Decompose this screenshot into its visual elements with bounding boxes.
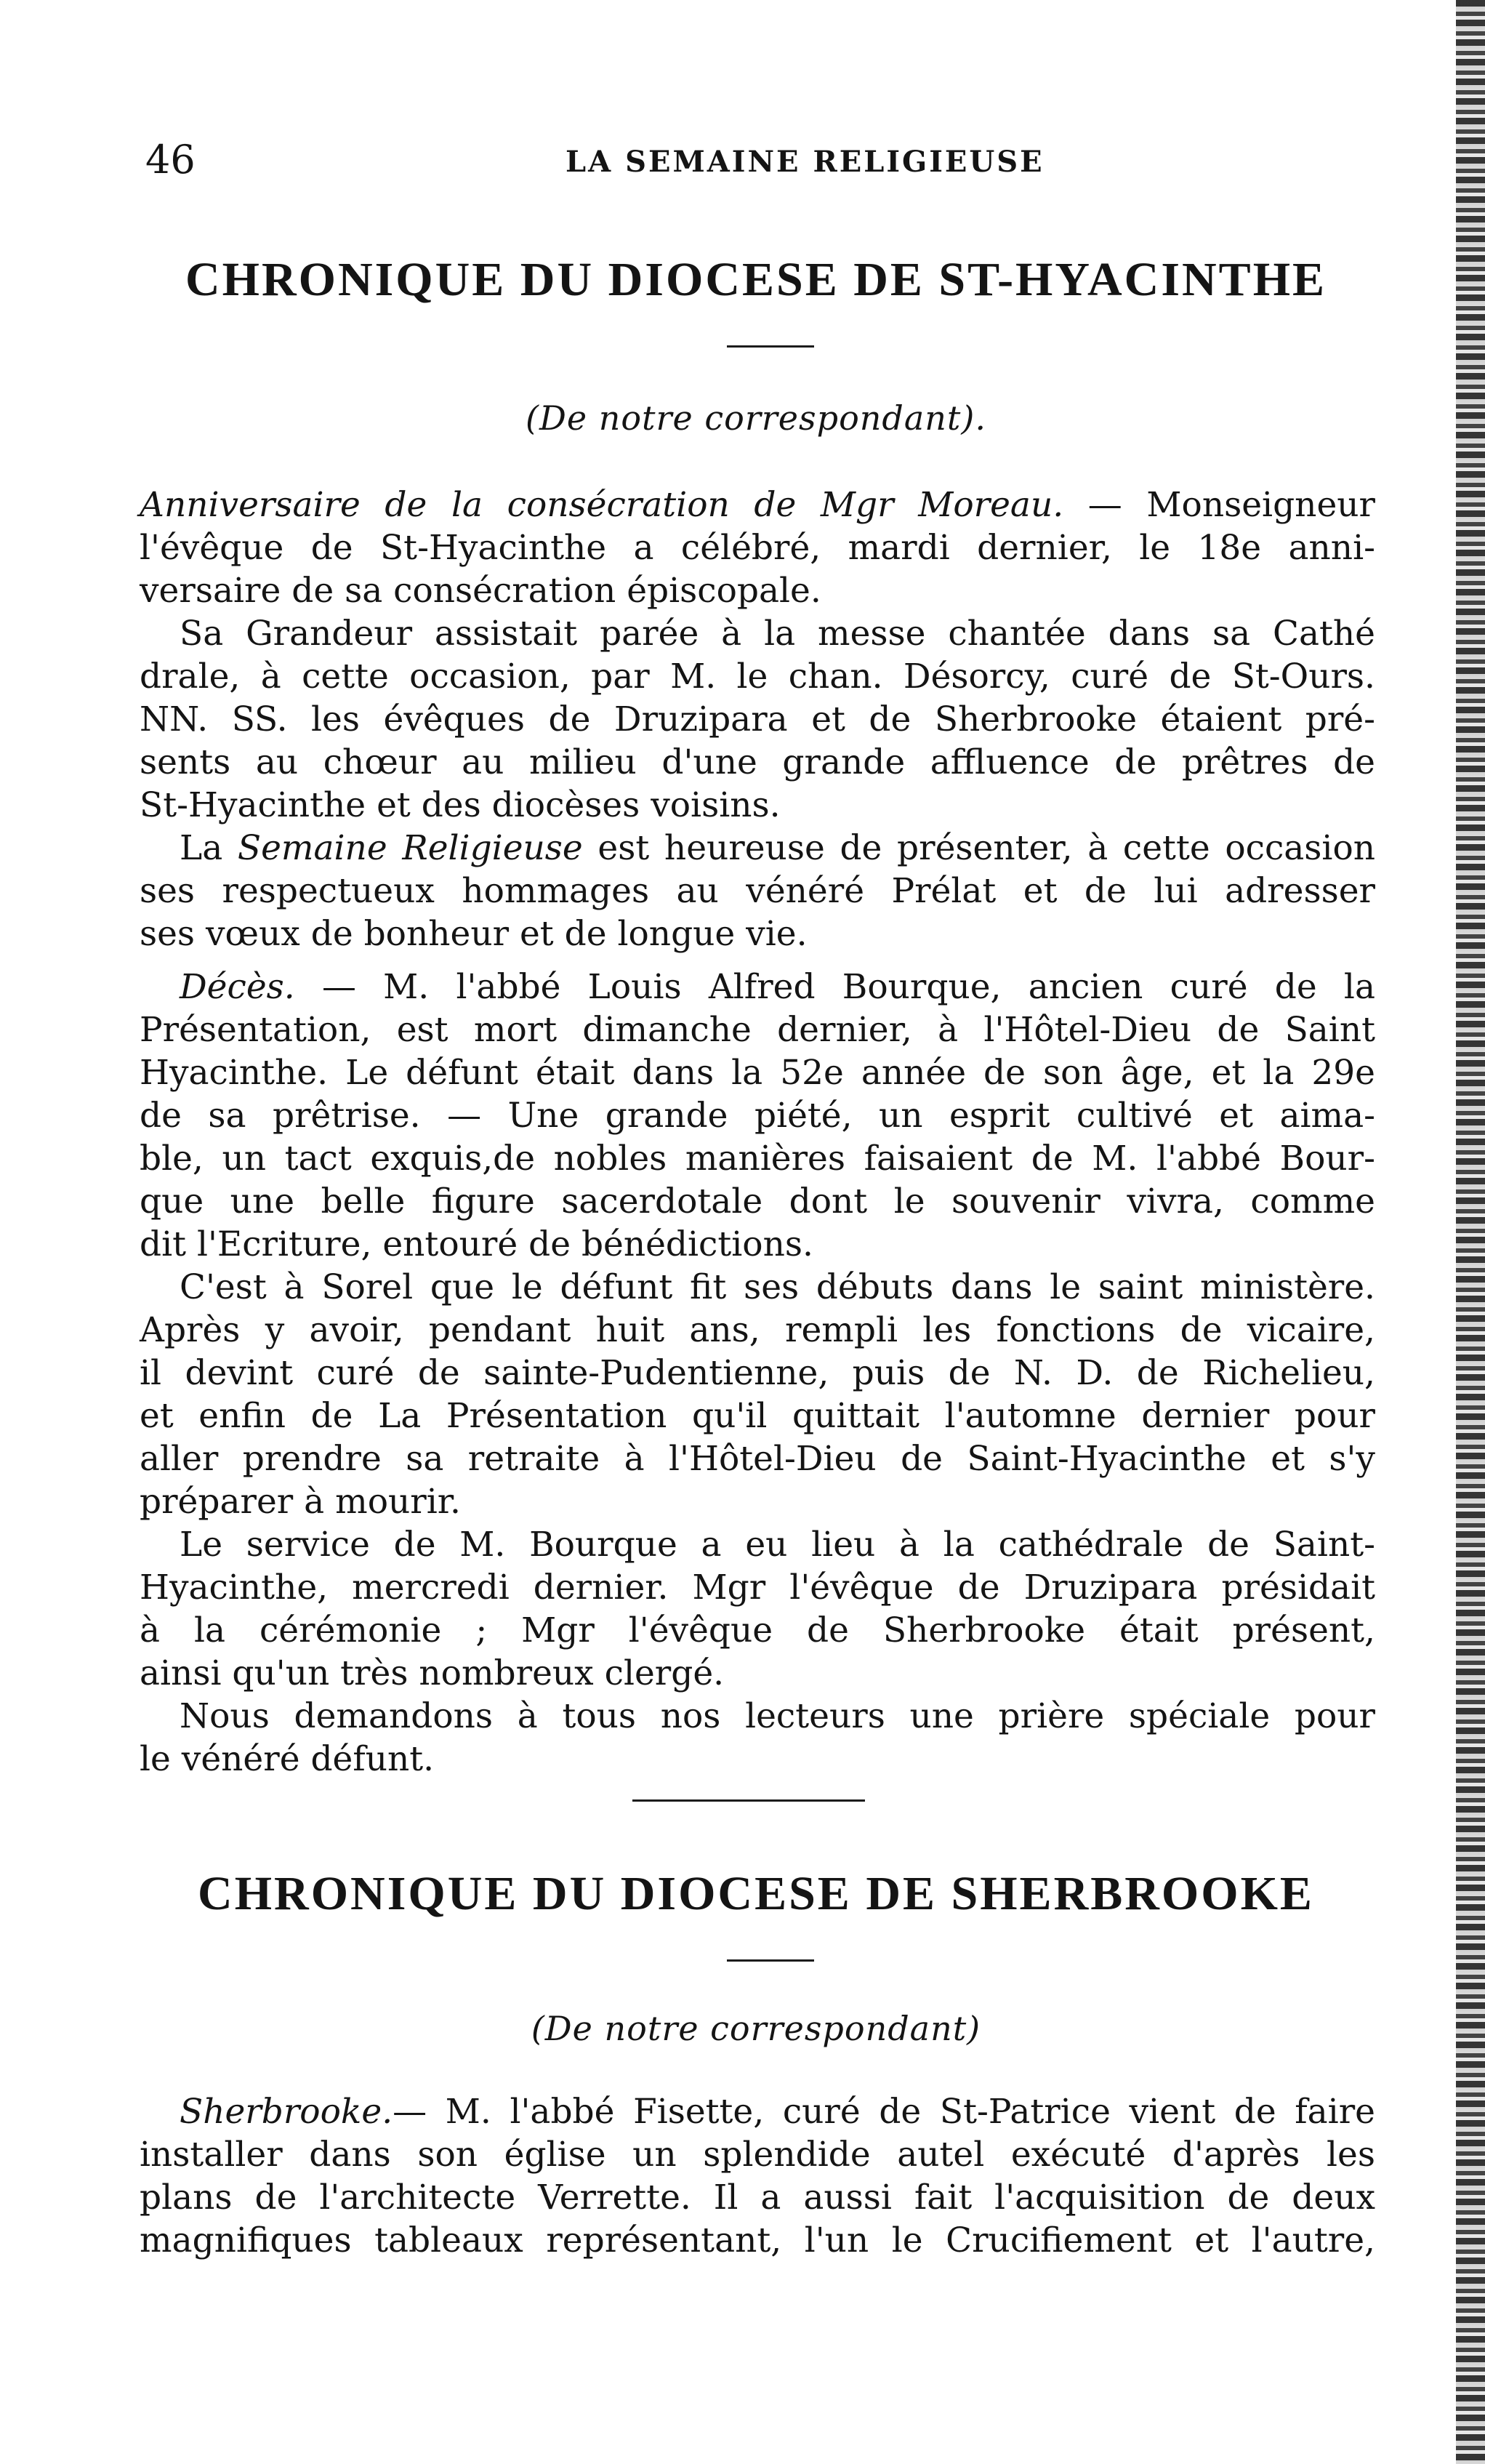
page-number: 46 bbox=[145, 137, 196, 182]
text-line: de sa prêtrise. — Une grande piété, un esprit cultivé et aima- bbox=[140, 1096, 1375, 1136]
section-title-sherbrooke: CHRONIQUE DU DIOCESE DE SHERBROOKE bbox=[198, 1867, 1314, 1920]
text-line: ainsi qu'un très nombreux clergé. bbox=[140, 1653, 725, 1693]
text-line: plans de l'architecte Verrette. Il a aussi fait l'acquisition de deux bbox=[140, 2178, 1375, 2218]
byline: (De notre correspondant) bbox=[531, 2009, 981, 2048]
text-line: le vénéré défunt. bbox=[140, 1739, 435, 1779]
text-line: ble, un tact exquis,de nobles manières faisaient de M. l'abbé Bour- bbox=[140, 1139, 1375, 1179]
text-line: Sherbrooke.— M. l'abbé Fisette, curé de St-Patrice vient de faire bbox=[180, 2092, 1375, 2132]
text-line: drale, à cette occasion, par M. le chan. Désorcy, curé de St-Ours. bbox=[140, 657, 1375, 697]
text-line: C'est à Sorel que le défunt fit ses débuts dans le saint ministère. bbox=[180, 1267, 1375, 1307]
text-line: St-Hyacinthe et des diocèses voisins. bbox=[140, 785, 781, 825]
text-line: à la cérémonie ; Mgr l'évêque de Sherbrooke était présent, bbox=[140, 1610, 1375, 1650]
text-line: Après y avoir, pendant huit ans, rempli les fonctions de vicaire, bbox=[140, 1310, 1375, 1350]
short-rule bbox=[727, 345, 814, 348]
text-line: Hyacinthe, mercredi dernier. Mgr l'évêque de Druzipara présidait bbox=[140, 1568, 1375, 1608]
text-line: Décès. — M. l'abbé Louis Alfred Bourque, ancien curé de la bbox=[180, 967, 1375, 1007]
text-line: Le service de M. Bourque a eu lieu à la cathédrale de Saint- bbox=[180, 1525, 1375, 1565]
text-line: aller prendre sa retraite à l'Hôtel-Dieu de Saint-Hyacinthe et s'y bbox=[140, 1439, 1375, 1479]
text-line: ses respectueux hommages au vénéré Prélat et de lui adresser bbox=[140, 871, 1375, 911]
section-divider-rule bbox=[632, 1799, 865, 1802]
byline: (De notre correspondant). bbox=[526, 398, 986, 438]
text-line: préparer à mourir. bbox=[140, 1482, 462, 1522]
lead-heading: Décès. bbox=[180, 967, 295, 1007]
text-line: Anniversaire de la consécration de Mgr Moreau. — Monseigneur bbox=[140, 485, 1375, 525]
text-line: installer dans son église un splendide autel exécuté d'après les bbox=[140, 2135, 1375, 2175]
text-line: l'évêque de St-Hyacinthe a célébré, mardi dernier, le 18e anni- bbox=[140, 528, 1375, 568]
section-title-st-hyacinthe: CHRONIQUE DU DIOCESE DE ST-HYACINTHE bbox=[185, 253, 1327, 306]
text-line: dit l'Ecriture, entouré de bénédictions. bbox=[140, 1224, 813, 1264]
lead-heading: Anniversaire de la consécration de Mgr Moreau. bbox=[140, 485, 1064, 525]
section2-body bbox=[140, 2090, 1375, 2262]
text-line: magnifiques tableaux représentant, l'un le Crucifiement et l'autre, bbox=[140, 2220, 1375, 2260]
text-line: La Semaine Religieuse est heureuse de présenter, à cette occasion bbox=[180, 828, 1376, 868]
lead-heading: Sherbrooke. bbox=[180, 2092, 393, 2132]
text-line: versaire de sa consécration épiscopale. bbox=[140, 571, 821, 611]
text-line: ses vœux de bonheur et de longue vie. bbox=[140, 914, 808, 954]
text-line: que une belle figure sacerdotale dont le souvenir vivra, comme bbox=[140, 1181, 1375, 1221]
text-line: et enfin de La Présentation qu'il quittait l'automne dernier pour bbox=[140, 1396, 1375, 1436]
text-line: Présentation, est mort dimanche dernier, à l'Hôtel-Dieu de Saint bbox=[140, 1010, 1375, 1050]
text-line: Sa Grandeur assistait parée à la messe chantée dans sa Cathé bbox=[180, 614, 1375, 654]
text-line: NN. SS. les évêques de Druzipara et de Sherbrooke étaient pré- bbox=[140, 699, 1375, 739]
page-edge-shadow bbox=[1456, 0, 1485, 2464]
short-rule bbox=[727, 1959, 814, 1962]
text-line: il devint curé de sainte-Pudentienne, puis de N. D. de Richelieu, bbox=[140, 1353, 1375, 1393]
text-line: sents au chœur au milieu d'une grande affluence de prêtres de bbox=[140, 742, 1375, 782]
running-head bbox=[145, 138, 1381, 182]
text-line: Hyacinthe. Le défunt était dans la 52e année de son âge, et la 29e bbox=[140, 1053, 1375, 1093]
text-line: Nous demandons à tous nos lecteurs une prière spéciale pour bbox=[180, 1696, 1375, 1736]
journal-title: LA SEMAINE RELIGIEUSE bbox=[566, 145, 1045, 179]
italic-title: Semaine Religieuse bbox=[237, 828, 583, 868]
section1-body bbox=[140, 483, 1375, 1781]
